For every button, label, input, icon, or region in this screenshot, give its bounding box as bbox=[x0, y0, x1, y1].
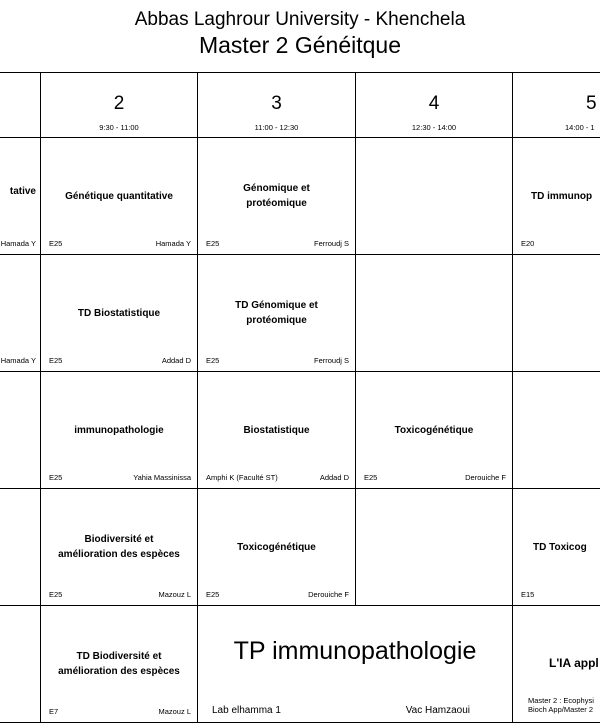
schedule-cell bbox=[198, 606, 512, 722]
schedule-cell bbox=[0, 255, 40, 371]
course-teacher: Hamada Y bbox=[0, 356, 36, 365]
course-subject: TD Biodiversité et amélioration des espèces bbox=[58, 651, 180, 677]
course-teacher: Derouiche F bbox=[465, 473, 506, 482]
course-subject: TD Toxicog bbox=[533, 542, 587, 553]
course-teacher: Mazouz L bbox=[158, 707, 191, 716]
course-room: Lab elhamma 1 bbox=[212, 705, 281, 716]
course-room: E25 bbox=[206, 356, 220, 365]
course-room: Master 2 : Ecophysi Bioch App/Master 2 bbox=[528, 696, 594, 714]
slot-time: 9:30 - 11:00 bbox=[99, 123, 139, 132]
schedule-cell bbox=[0, 138, 40, 254]
university-title: Abbas Laghrour University - Khenchela bbox=[134, 9, 466, 30]
course-subject: Génomique et protéomique bbox=[243, 183, 310, 209]
schedule-cell bbox=[41, 138, 197, 254]
course-teacher: Vac Hamzaoui bbox=[405, 705, 470, 716]
course-room: E25 bbox=[206, 239, 220, 248]
course-teacher: Hamada Y bbox=[155, 239, 191, 248]
schedule-cell bbox=[198, 489, 355, 605]
course-subject: Biostatistique bbox=[243, 425, 310, 436]
slot-header bbox=[356, 73, 512, 137]
course-subject: TD immunop bbox=[531, 191, 593, 202]
grid-line bbox=[355, 72, 356, 605]
schedule-cell bbox=[356, 372, 512, 488]
course-teacher: Yahia Massinissa bbox=[133, 473, 191, 482]
slot-header bbox=[198, 73, 355, 137]
slot-time: 14:00 - 1 bbox=[565, 123, 595, 132]
course-subject: Toxicogénétique bbox=[394, 425, 474, 436]
schedule-cell bbox=[513, 489, 600, 605]
slot-number: 3 bbox=[271, 93, 282, 114]
course-teacher: Ferroudj S bbox=[313, 239, 349, 248]
course-teacher: Addad D bbox=[161, 356, 191, 365]
course-subject: Biodiversité et amélioration des espèces bbox=[58, 534, 180, 560]
slot-number: 2 bbox=[113, 93, 125, 114]
slot-number: 4 bbox=[428, 93, 440, 114]
slot-number: 5 bbox=[586, 93, 597, 114]
course-teacher: Hamada Y bbox=[0, 239, 36, 248]
course-room: E25 bbox=[206, 590, 220, 599]
course-room: E15 bbox=[521, 590, 535, 599]
course-room: E20 bbox=[521, 239, 535, 248]
grid-line bbox=[0, 722, 600, 723]
course-subject: immunopathologie bbox=[74, 425, 164, 436]
course-room: E25 bbox=[49, 473, 63, 482]
course-subject: L'IA appl bbox=[549, 656, 599, 670]
course-teacher: Ferroudj S bbox=[313, 356, 349, 365]
schedule-cell bbox=[41, 606, 197, 722]
course-room: E25 bbox=[49, 239, 63, 248]
course-subject: TD Génomique et protéomique bbox=[235, 300, 318, 326]
course-subject: tative bbox=[9, 186, 36, 197]
course-room: E7 bbox=[49, 707, 59, 716]
schedule-cell bbox=[198, 372, 355, 488]
course-subject: Génétique quantitative bbox=[65, 191, 173, 202]
slot-header bbox=[41, 73, 197, 137]
schedule-cell bbox=[41, 372, 197, 488]
slot-time: 11:00 - 12:30 bbox=[254, 123, 299, 132]
schedule-cell bbox=[198, 138, 355, 254]
course-teacher: Addad D bbox=[319, 473, 349, 482]
course-subject: TD Biostatistique bbox=[77, 308, 161, 319]
course-room: Amphi K (Faculté ST) bbox=[206, 473, 278, 482]
schedule-cell bbox=[41, 255, 197, 371]
schedule-cell bbox=[513, 138, 600, 254]
course-subject: TP immunopathologie bbox=[233, 637, 477, 665]
course-teacher: Derouiche F bbox=[308, 590, 349, 599]
course-subject: Toxicogénétique bbox=[237, 542, 316, 553]
course-room: E25 bbox=[49, 356, 63, 365]
schedule-cell bbox=[41, 489, 197, 605]
course-room: E25 bbox=[364, 473, 378, 482]
schedule-cell bbox=[198, 255, 355, 371]
course-room: E25 bbox=[49, 590, 63, 599]
course-teacher: Mazouz L bbox=[158, 590, 191, 599]
slot-header bbox=[513, 73, 600, 137]
schedule-cell bbox=[513, 606, 600, 722]
program-title: Master 2 Généitque bbox=[198, 32, 401, 58]
slot-time: 12:30 - 14:00 bbox=[411, 123, 457, 132]
